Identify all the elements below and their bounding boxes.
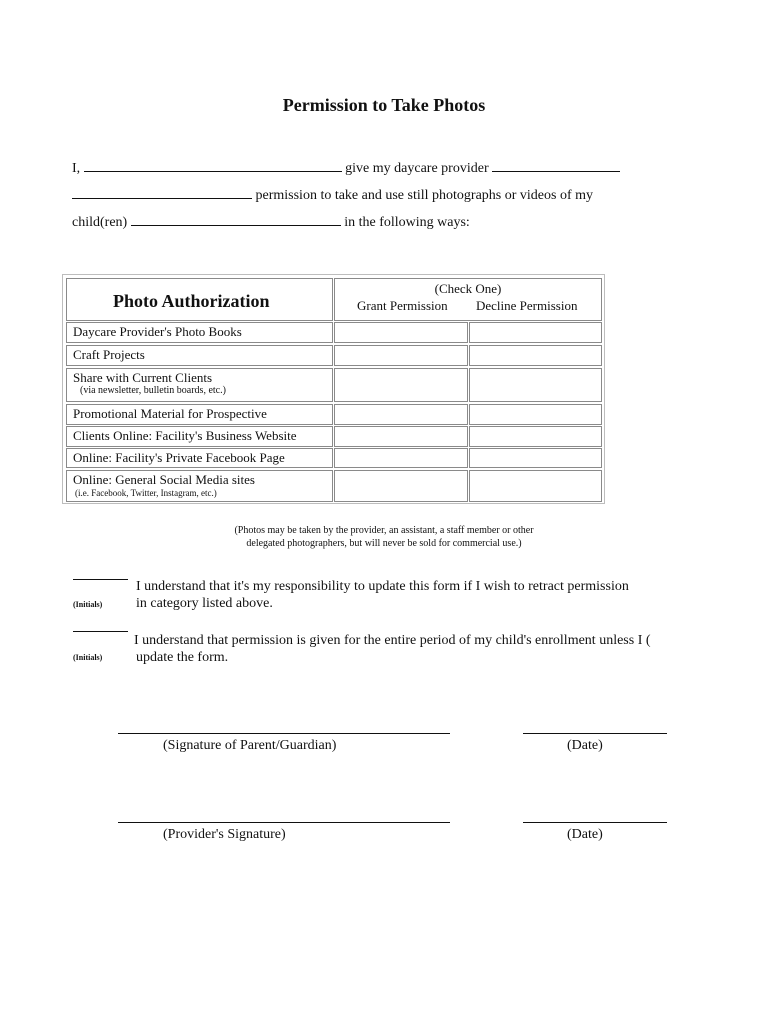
child-name-field[interactable]	[131, 212, 341, 226]
table-row-label: Craft Projects	[66, 345, 333, 366]
intro-text: I,	[72, 161, 81, 176]
initials-field-1[interactable]	[73, 579, 128, 580]
initials-label-2: (Initials)	[73, 653, 103, 662]
table-row-label: Clients Online: Facility's Business Website	[66, 426, 333, 447]
decline-checkbox-current-clients[interactable]	[469, 368, 602, 402]
decline-permission-header: Decline Permission	[476, 298, 578, 313]
intro-text: permission to take and use still photographs or videos of my	[255, 188, 594, 203]
provider-name-field-cont[interactable]	[72, 185, 252, 199]
grant-checkbox-craft-projects[interactable]	[334, 345, 468, 366]
grant-checkbox-current-clients[interactable]	[334, 368, 468, 402]
provider-date-field[interactable]	[523, 822, 667, 823]
table-heading: Photo Authorization	[113, 291, 270, 311]
table-row-label: Promotional Material for Prospective	[66, 404, 333, 425]
grant-permission-header: Grant Permission	[357, 298, 448, 313]
decline-checkbox-photo-books[interactable]	[469, 322, 602, 343]
grant-checkbox-photo-books[interactable]	[334, 322, 468, 343]
check-one-header	[334, 278, 602, 321]
provider-date-label: (Date)	[567, 827, 603, 842]
provider-signature-label: (Provider's Signature)	[163, 827, 286, 842]
decline-checkbox-craft-projects[interactable]	[469, 345, 602, 366]
intro-line-2	[72, 185, 593, 205]
decline-checkbox-facebook-page[interactable]	[469, 448, 602, 468]
photo-note: (Photos may be taken by the provider, an assistant, a staff member or other delegated photographers, but will never be sold for commercial use.)	[234, 525, 534, 549]
provider-signature-field[interactable]	[118, 822, 450, 823]
decline-checkbox-social-media[interactable]	[469, 470, 602, 502]
grant-checkbox-promotional[interactable]	[334, 404, 468, 425]
parent-name-field[interactable]	[84, 158, 342, 172]
acknowledgement-1: I understand that it's my responsibility to update this form if I wish to retract permission in category listed above.	[136, 579, 629, 611]
acknowledgement-2: I understand that permission is given for the entire period of my child's enrollment unless I ( update the form.	[134, 633, 651, 665]
table-heading-cell	[66, 278, 333, 321]
grant-checkbox-facebook-page[interactable]	[334, 448, 468, 468]
check-one-label: (Check One)	[434, 281, 502, 296]
parent-signature-field[interactable]	[118, 733, 450, 734]
grant-checkbox-social-media[interactable]	[334, 470, 468, 502]
initials-label-1: (Initials)	[73, 600, 103, 609]
photo-authorization-table	[62, 274, 605, 504]
table-row-label: Online: General Social Media sites (i.e. Facebook, Twitter, Instagram, etc.)	[66, 470, 333, 502]
provider-name-field[interactable]	[492, 158, 620, 172]
decline-checkbox-business-website[interactable]	[469, 426, 602, 447]
intro-line-1	[72, 158, 620, 178]
parent-signature-label: (Signature of Parent/Guardian)	[163, 738, 337, 753]
intro-text: child(ren)	[72, 215, 128, 230]
grant-checkbox-business-website[interactable]	[334, 426, 468, 447]
table-row-label: Online: Facility's Private Facebook Page	[66, 448, 333, 468]
intro-text: in the following ways:	[344, 215, 470, 230]
table-row-label: Share with Current Clients (via newsletter, bulletin boards, etc.)	[66, 368, 333, 402]
initials-field-2[interactable]	[73, 631, 128, 632]
intro-text: give my daycare provider	[345, 161, 489, 176]
page-title: Permission to Take Photos	[282, 95, 486, 115]
decline-checkbox-promotional[interactable]	[469, 404, 602, 425]
parent-date-field[interactable]	[523, 733, 667, 734]
intro-line-3	[72, 212, 470, 232]
table-row-label: Daycare Provider's Photo Books	[66, 322, 333, 343]
parent-date-label: (Date)	[567, 738, 603, 753]
